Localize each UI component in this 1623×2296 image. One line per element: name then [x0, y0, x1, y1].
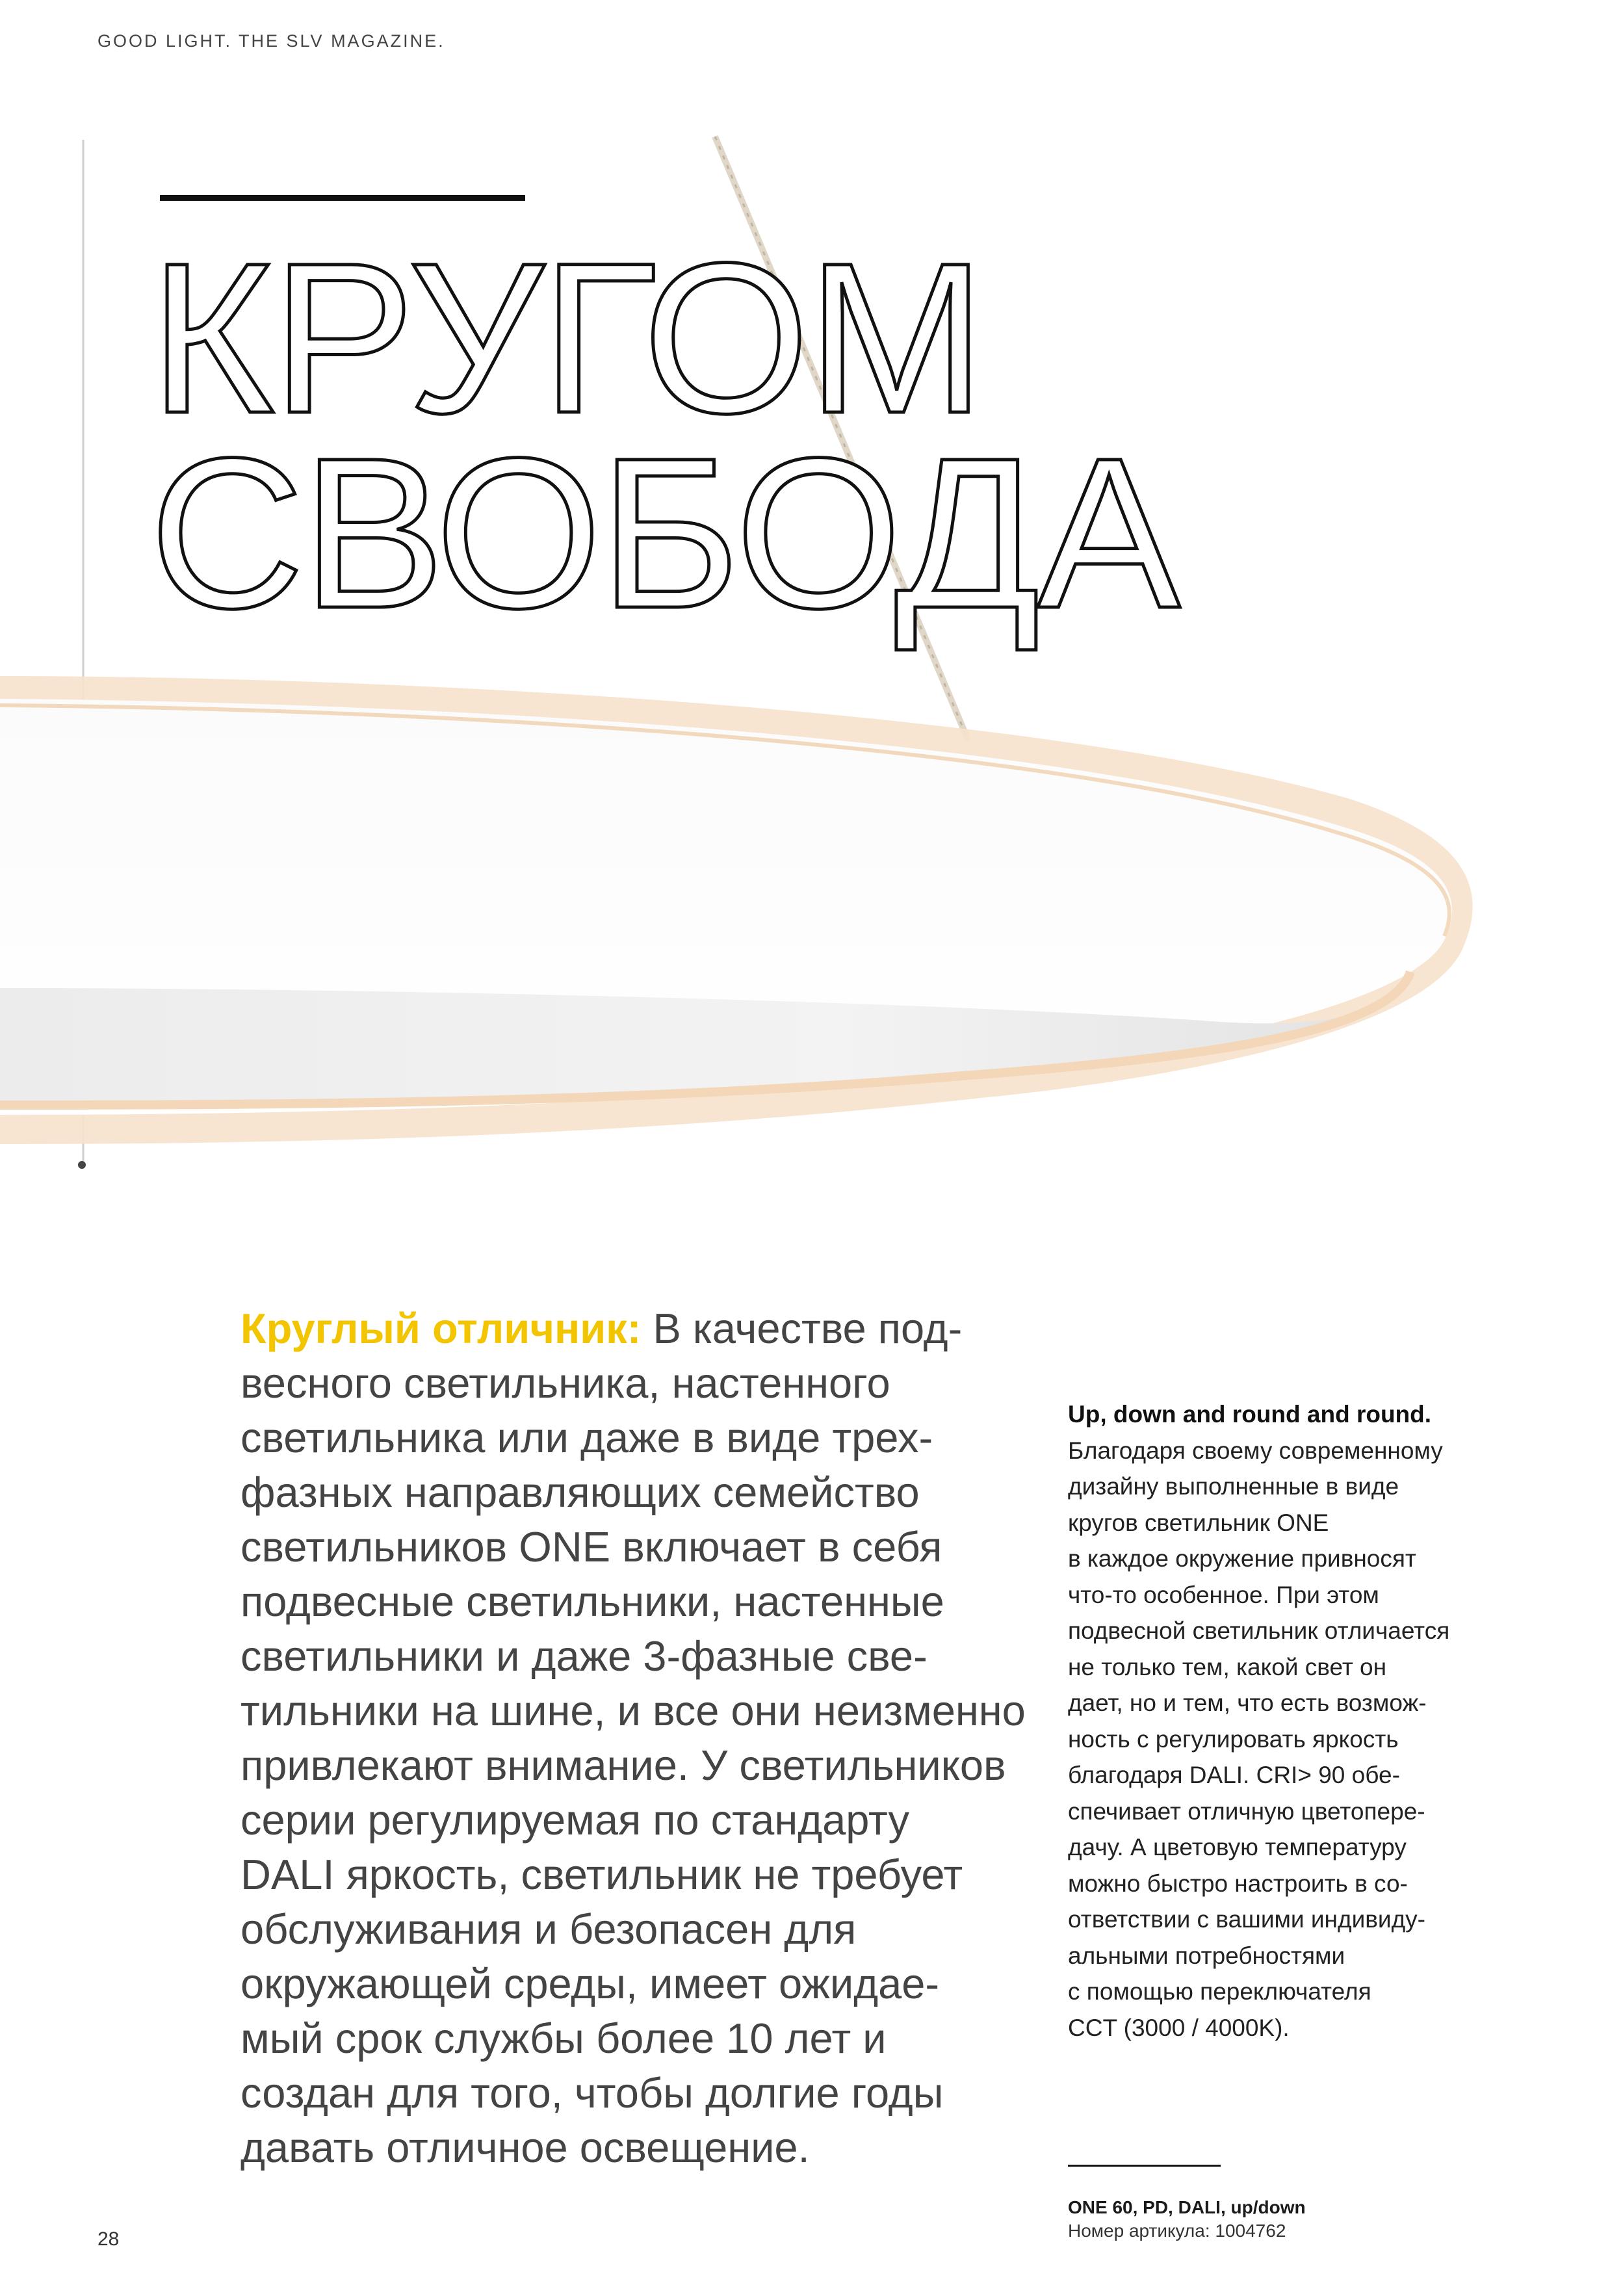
lead-line: фазных направляющих семейство: [240, 1468, 920, 1516]
sidebar-line: можно быстро настроить в со-: [1068, 1870, 1408, 1897]
sidebar-text: [1068, 1396, 1484, 2046]
sidebar-line: дает, но и тем, что есть возмож-: [1068, 1689, 1427, 1716]
lead-line: мый срок службы более 10 лет и: [240, 2015, 887, 2062]
sidebar-line: в каждое окружение привносят: [1068, 1545, 1416, 1572]
product-article: Номер артикула: 1004762: [1068, 2221, 1286, 2241]
sidebar-line: с помощью переключателя: [1068, 1978, 1371, 2005]
lead-line: привлекают внимание. У светильников: [240, 1742, 1006, 1789]
lead-line: создан для того, чтобы долгие годы: [240, 2069, 944, 2117]
lead-paragraph: [240, 1301, 1033, 2175]
sidebar-line: дачу. А цветовую температуру: [1068, 1834, 1407, 1860]
lead-line: светильники и даже 3-фазные све-: [240, 1632, 928, 1680]
lead-highlight: Круглый отличник:: [240, 1305, 642, 1352]
sidebar-line: ность с регулировать яркость: [1068, 1725, 1399, 1753]
title-rule: [160, 195, 525, 201]
sidebar-line: альными потребностями: [1068, 1942, 1345, 1969]
lead-line: DALI яркость, светильник не требует: [240, 1851, 963, 1898]
sidebar-line: что-то особенное. При этом: [1068, 1581, 1379, 1608]
sidebar-line: кругов светильник ONE: [1068, 1509, 1329, 1536]
page-title: [149, 218, 1178, 653]
sidebar-line: CCT (3000 / 4000K).: [1068, 2014, 1290, 2041]
page-number: 28: [97, 2228, 120, 2250]
lead-line: обслуживания и безопасен для: [240, 1905, 857, 1953]
lead-line: весного светильника, настенного: [240, 1359, 890, 1407]
product-info: [1068, 2196, 1306, 2243]
sidebar-line: дизайну выполненные в виде: [1068, 1473, 1399, 1500]
sidebar-line: не только тем, какой свет он: [1068, 1653, 1387, 1680]
sidebar-line: ответствии с вашими индивиду-: [1068, 1906, 1425, 1933]
lead-first-line-rest: В качестве под-: [641, 1305, 963, 1352]
lead-line: светильника или даже в виде трех-: [240, 1414, 933, 1461]
product-name: ONE 60, PD, DALI, up/down: [1068, 2197, 1306, 2217]
lead-line: подвесные светильники, настенные: [240, 1578, 944, 1625]
magazine-header: GOOD LIGHT. THE SLV MAGAZINE.: [97, 31, 445, 51]
lead-line: серии регулируемая по стандарту: [240, 1796, 910, 1844]
product-rule: [1068, 2165, 1221, 2167]
lead-line: давать отличное освещение.: [240, 2124, 810, 2171]
lead-line: окружающей среды, имеет ожидае-: [240, 1960, 940, 2007]
sidebar-line: спечивает отличную цветопере-: [1068, 1797, 1425, 1825]
title-line-2: СВОБОДА: [149, 413, 1178, 653]
sidebar-line: Благодаря своему современному: [1068, 1437, 1443, 1464]
lead-first-line: [240, 1301, 1033, 1356]
wire-end-dot: [78, 1161, 86, 1169]
lead-line: тильники на шине, и все они неизменно: [240, 1687, 1026, 1734]
sidebar-line: подвесной светильник отличается: [1068, 1617, 1450, 1644]
title-line-1: КРУГОМ: [149, 218, 983, 458]
sidebar-heading: Up, down and round and round.: [1068, 1401, 1432, 1428]
sidebar-line: благодаря DALI. CRI> 90 обе-: [1068, 1762, 1400, 1788]
lead-line: светильников ONE включает в себя: [240, 1523, 942, 1571]
